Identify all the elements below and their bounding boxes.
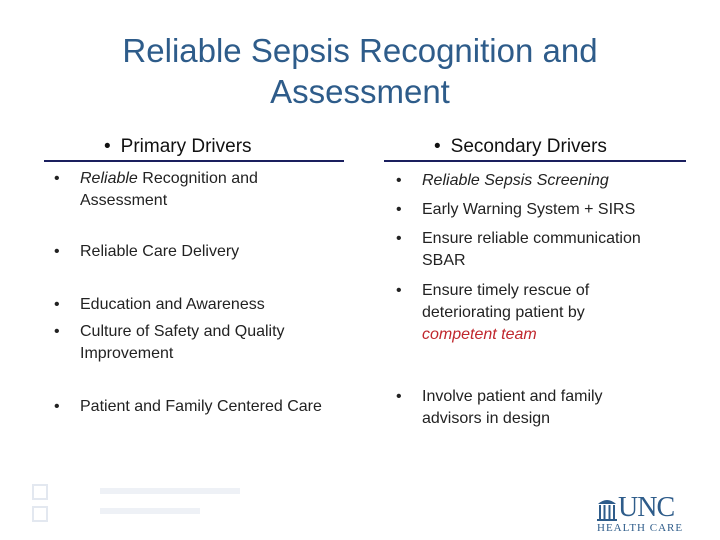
secondary-item-screening-emphasis: Reliable Sepsis Screening <box>422 172 609 189</box>
secondary-divider <box>384 160 686 162</box>
primary-item-care-delivery-text: Reliable Care Delivery <box>80 243 240 260</box>
faint-watermark <box>30 480 250 530</box>
secondary-item-warning-system <box>396 199 696 221</box>
secondary-item-rescue-main: Ensure timely rescue of deteriorating patient by <box>422 282 590 321</box>
primary-divider <box>44 160 344 162</box>
secondary-drivers-heading <box>434 136 607 158</box>
primary-drivers-heading-text: Primary Drivers <box>120 136 252 157</box>
bullet: • <box>54 323 60 340</box>
old-well-icon <box>596 496 618 522</box>
logo-wordmark: UNC <box>618 492 675 523</box>
secondary-item-rescue <box>396 280 696 346</box>
bullet: • <box>54 170 60 187</box>
title-line-1: Reliable Sepsis Recognition and <box>122 32 598 69</box>
primary-item-education-text: Education and Awareness <box>80 296 265 313</box>
primary-item-patient-family <box>54 396 354 440</box>
secondary-item-rescue-text <box>422 280 637 346</box>
bullet: • <box>54 243 60 260</box>
primary-item-care-delivery <box>54 241 354 263</box>
unc-health-care-logo <box>596 494 700 534</box>
bullet: • <box>434 136 441 157</box>
bullet: • <box>396 172 402 189</box>
primary-item-recognition-rest: Recognition and Assessment <box>80 170 258 209</box>
primary-item-culture-text: Culture of Safety and Quality Improvement <box>80 323 285 362</box>
bullet: • <box>54 398 60 415</box>
bullet: • <box>396 201 402 218</box>
bullet: • <box>396 282 402 299</box>
bullet: • <box>54 296 60 313</box>
secondary-item-rescue-highlight: competent team <box>422 326 537 343</box>
bullet: • <box>104 136 111 157</box>
secondary-item-advisors <box>396 386 696 430</box>
slide-title <box>60 30 660 112</box>
primary-item-patient-family-text: Patient and Family Centered Care <box>80 398 322 415</box>
secondary-drivers-heading-text: Secondary Drivers <box>450 136 607 157</box>
secondary-item-communication <box>396 228 696 272</box>
bullet: • <box>396 388 402 405</box>
primary-item-recognition-text <box>80 168 310 212</box>
secondary-item-warning-system-text: Early Warning System + SIRS <box>422 201 636 218</box>
primary-item-culture <box>54 321 354 365</box>
secondary-item-communication-text: Ensure reliable communication SBAR <box>422 230 641 269</box>
primary-item-recognition-emphasis: Reliable <box>80 170 138 187</box>
logo-subtitle: HEALTH CARE <box>597 522 684 534</box>
secondary-item-screening <box>396 170 696 192</box>
title-line-2: Assessment <box>270 73 450 110</box>
primary-item-education <box>54 294 354 316</box>
secondary-item-advisors-text: Involve patient and family advisors in design <box>422 388 603 427</box>
primary-item-recognition <box>54 168 354 212</box>
secondary-item-screening-text <box>422 170 609 192</box>
primary-drivers-heading <box>104 136 252 158</box>
bullet: • <box>396 230 402 247</box>
